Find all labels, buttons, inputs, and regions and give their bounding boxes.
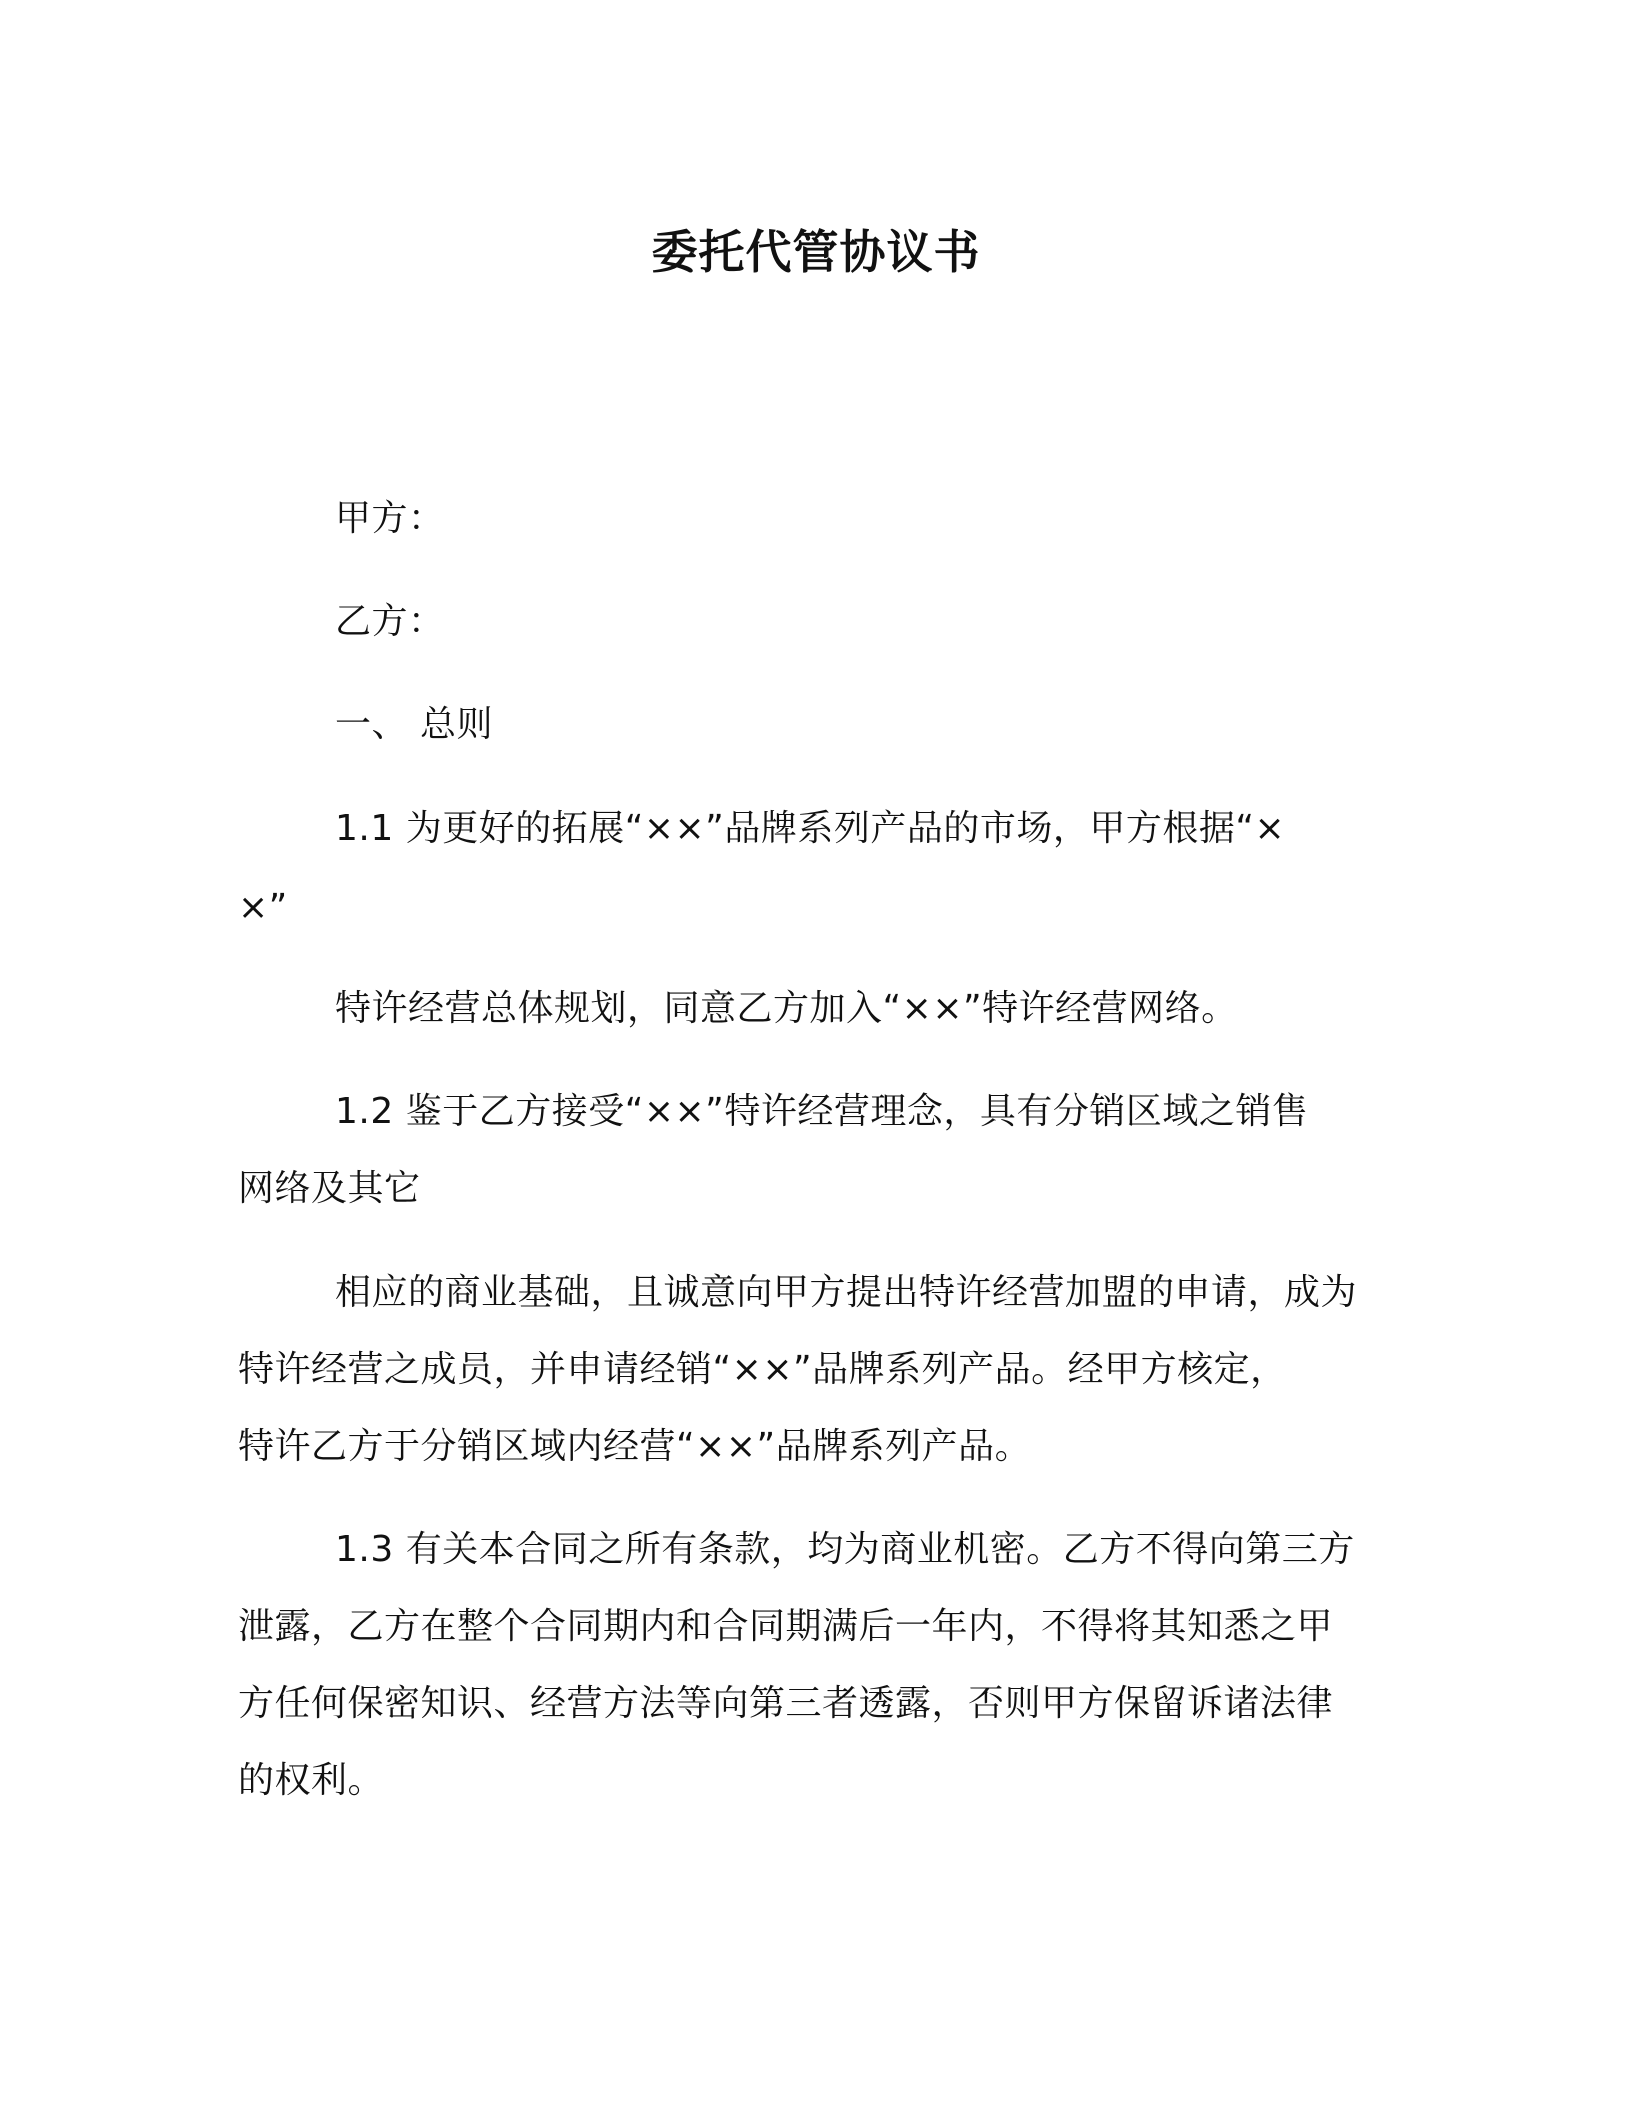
party-b-label: 乙方： [335, 601, 445, 642]
clause-1-3-line-2: 泄露，乙方在整个合同期内和合同期满后一年内，不得将其知悉之甲 [238, 1606, 1334, 1647]
clause-1-3-line-4: 的权利。 [238, 1760, 385, 1801]
section-heading-general: 一、 总则 [335, 704, 493, 745]
clause-1-2-line-5: 特许乙方于分销区域内经营“××”品牌系列产品。 [238, 1426, 1032, 1467]
clause-1-2-line-1: 1.2 鉴于乙方接受“××”特许经营理念，具有分销区域之销售 [335, 1091, 1309, 1132]
clause-1-1-line-1: 1.1 为更好的拓展“××”品牌系列产品的市场，甲方根据“× [335, 808, 1286, 849]
clause-1-2-line-3: 相应的商业基础，且诚意向甲方提出特许经营加盟的申请，成为 [335, 1272, 1358, 1313]
clause-1-1-line-2: ×” [238, 887, 288, 928]
party-a-label: 甲方： [335, 498, 445, 539]
clause-1-3-line-3: 方任何保密知识、经营方法等向第三者透露，否则甲方保留诉诸法律 [238, 1683, 1334, 1724]
clause-1-2-line-4: 特许经营之成员，并申请经销“××”品牌系列产品。经甲方核定， [238, 1349, 1287, 1390]
clause-1-3-line-1: 1.3 有关本合同之所有条款，均为商业机密。乙方不得向第三方 [335, 1529, 1355, 1570]
clause-1-1-line-3: 特许经营总体规划，同意乙方加入“××”特许经营网络。 [335, 988, 1238, 1029]
clause-1-2-line-2: 网络及其它 [238, 1168, 421, 1209]
document-title: 委托代管协议书 [651, 225, 981, 279]
